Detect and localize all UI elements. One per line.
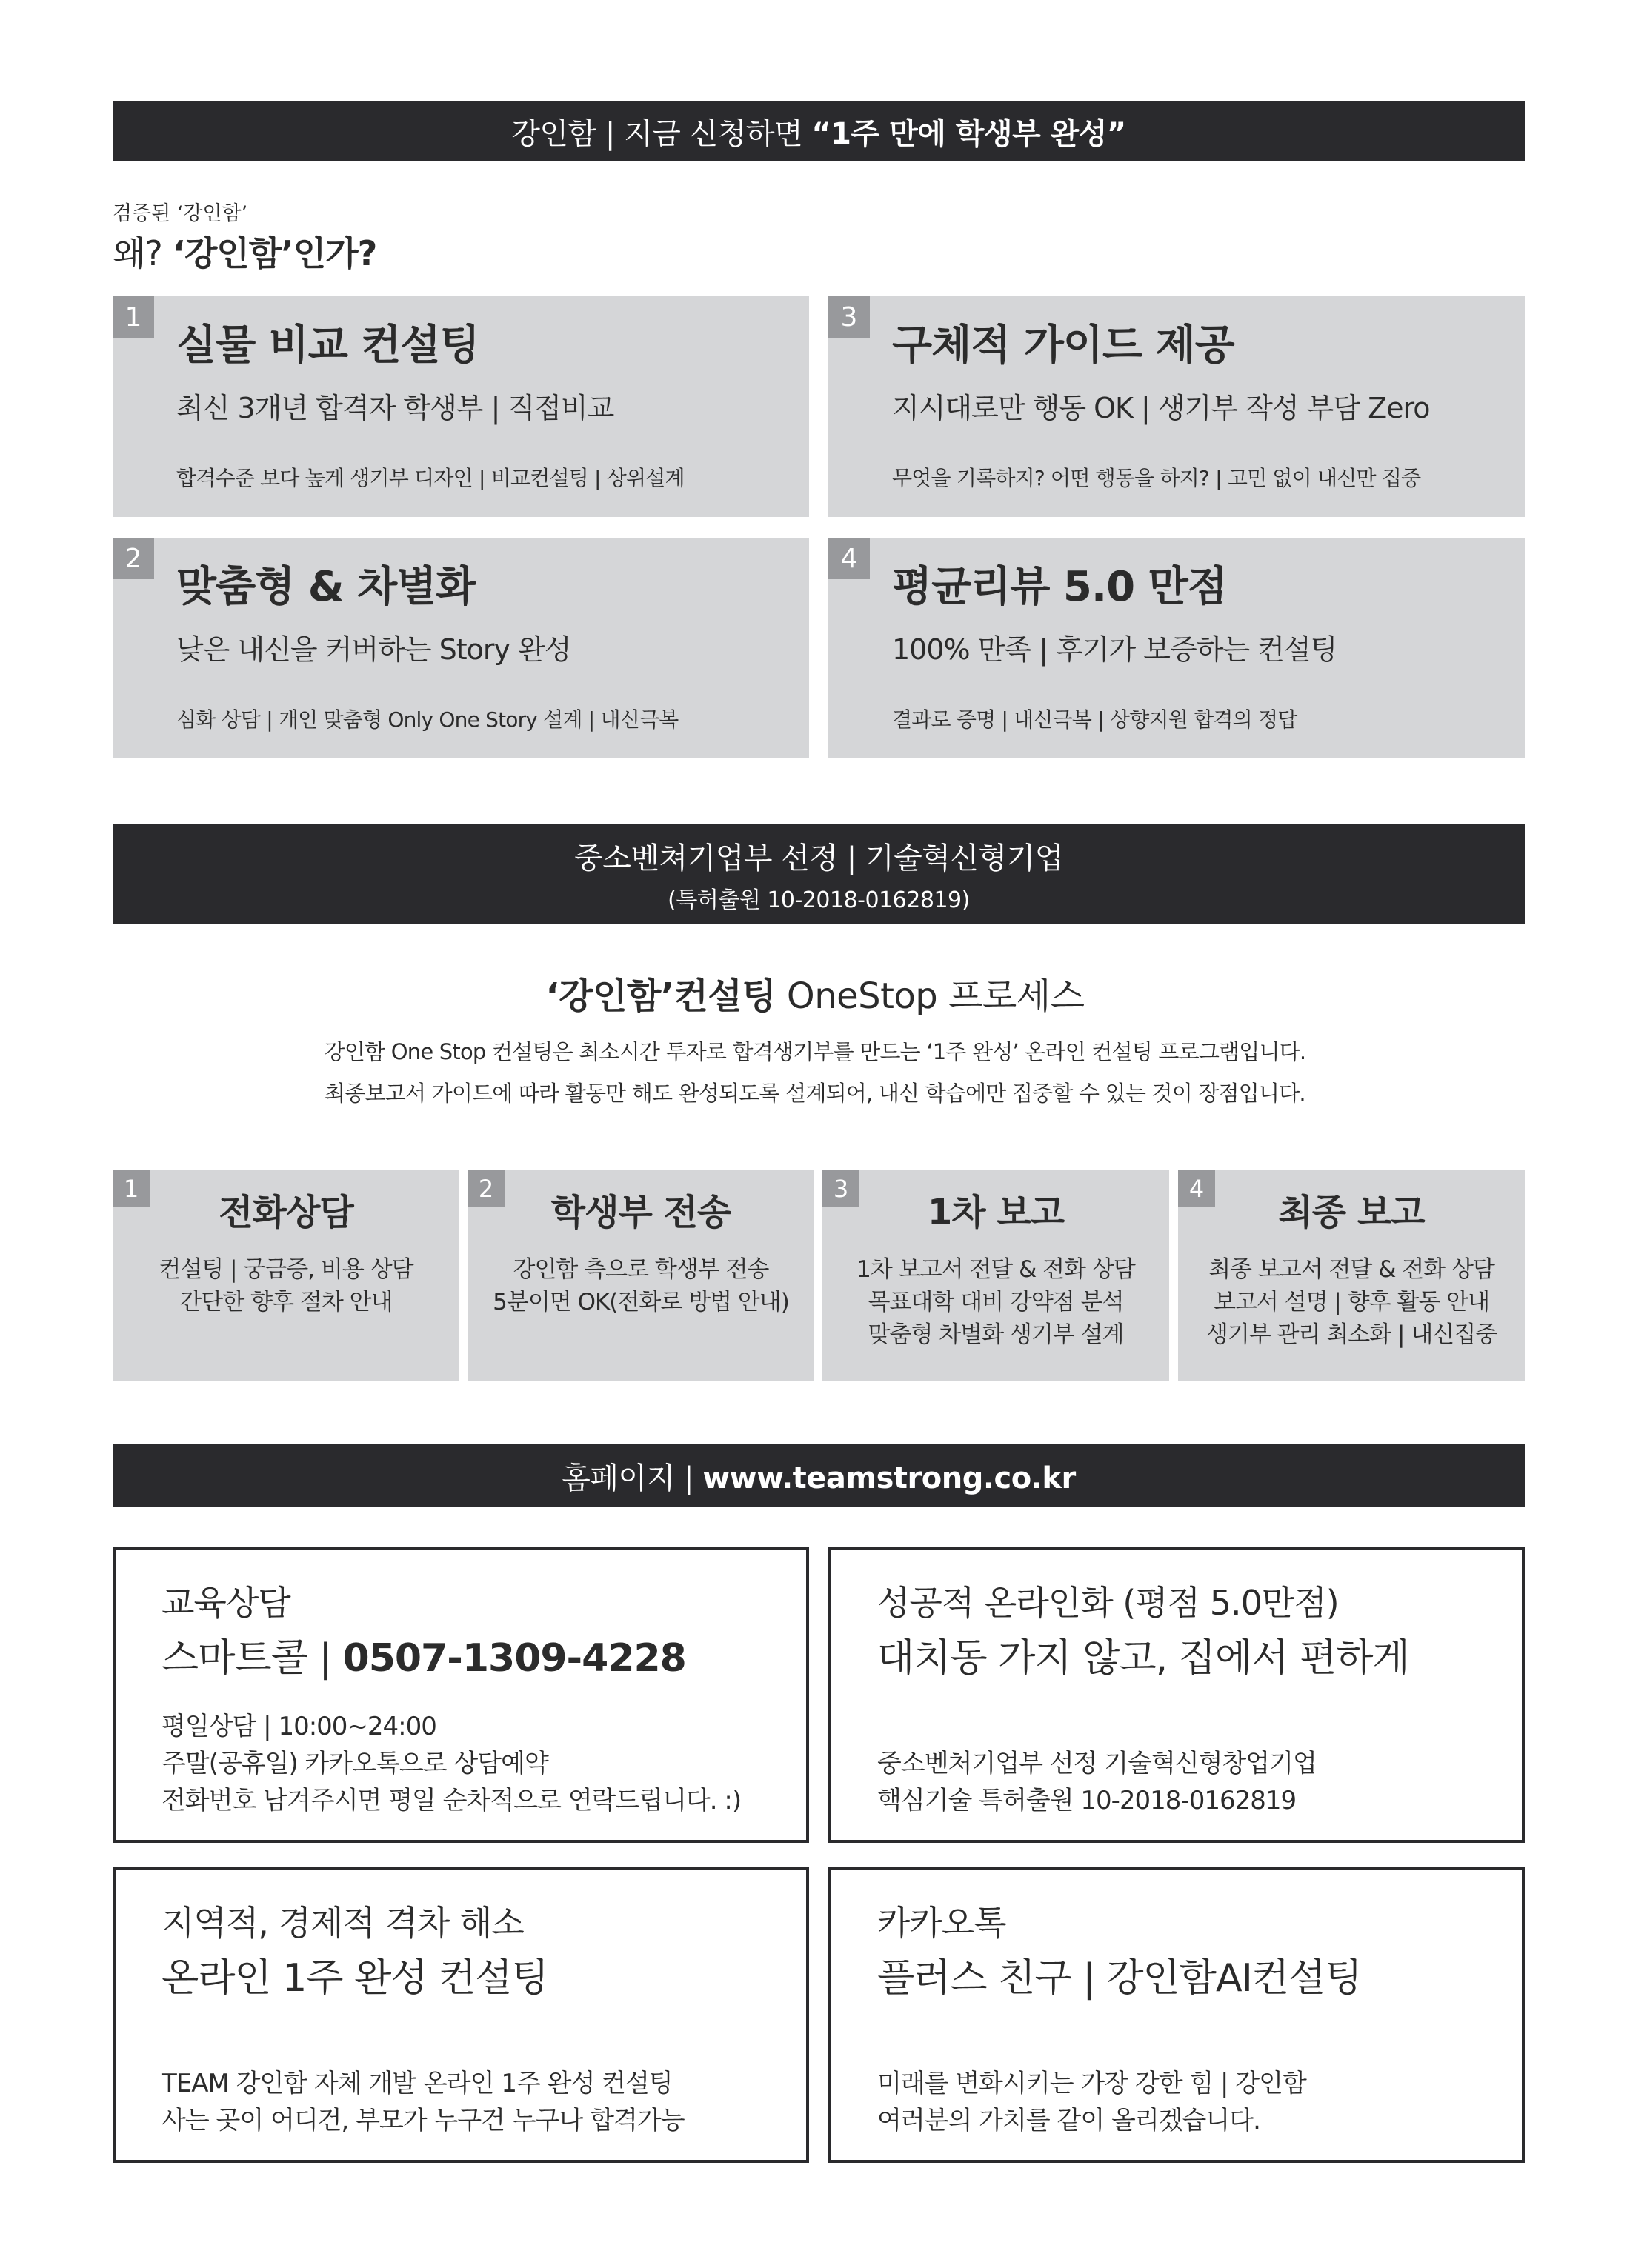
feature-number: 3 xyxy=(828,296,870,338)
feature-title: 평균리뷰 5.0 만점 xyxy=(892,563,1227,611)
kakao-headline[interactable]: 플러스 친구 | 강인함AI컨설팅 xyxy=(877,1956,1362,2001)
feature-title: 구체적 가이드 제공 xyxy=(892,321,1234,370)
feature-subtitle: 최신 3개년 합격자 학생부 | 직접비교 xyxy=(176,392,614,424)
feature-note: 무엇을 기록하지? 어떤 행동을 하지? | 고민 없이 내신만 집중 xyxy=(892,466,1421,490)
consult-phone-prefix: 스마트콜 | xyxy=(162,1636,343,1681)
consult-line: 주말(공휴일) 카카오톡으로 상담예약 xyxy=(162,1749,548,1778)
why-title-bold: ‘강인함’ xyxy=(172,233,293,273)
online-line: 중소벤처기업부 선정 기술혁신형창업기업 xyxy=(877,1749,1317,1778)
kakao-details xyxy=(877,2065,1306,2139)
feature-note: 결과로 증명 | 내신극복 | 상향지원 합격의 정답 xyxy=(892,707,1297,732)
step-line: 컨설팅 | 궁금증, 비용 상담 xyxy=(159,1256,413,1283)
process-title-bold: ‘강인함’컨설팅 xyxy=(545,975,776,1017)
online-details xyxy=(877,1745,1317,1819)
feature-note: 심화 상담 | 개인 맞춤형 Only One Story 설계 | 내신극복 xyxy=(176,707,679,732)
process-description-1: 강인함 One Stop 컨설팅은 최소시간 투자로 합격생기부를 만드는 ‘1주 완성’ 온라인 컨설팅 프로그램입니다. xyxy=(324,1039,1306,1064)
feature-card-2 xyxy=(113,538,809,758)
kakao-title: 카카오톡 xyxy=(877,1903,1006,1943)
certification-line-2: (특허출원 10-2018-0162819) xyxy=(668,887,970,913)
step-lines xyxy=(113,1253,459,1318)
online-box xyxy=(828,1547,1525,1843)
homepage-prefix: 홈페이지 | xyxy=(562,1461,703,1495)
top-banner-prefix: 강인함 | 지금 신청하면 xyxy=(511,116,812,151)
step-title: 최종 보고 xyxy=(1278,1192,1425,1233)
why-small-label xyxy=(113,197,373,226)
why-title-prefix: 왜? xyxy=(113,233,173,273)
regional-line: TEAM 강인함 자체 개발 온라인 1주 완성 컨설팅 xyxy=(162,2069,673,2098)
step-number: 2 xyxy=(468,1170,505,1207)
feature-card-4 xyxy=(828,538,1525,758)
step-line: 최종 보고서 전달 & 전화 상담 xyxy=(1208,1256,1494,1283)
feature-card-1 xyxy=(113,296,809,517)
online-line: 핵심기술 특허출원 10-2018-0162819 xyxy=(877,1786,1297,1815)
regional-box xyxy=(113,1867,809,2163)
why-title-suffix: 인가? xyxy=(293,233,377,273)
feature-subtitle: 낮은 내신을 커버하는 Story 완성 xyxy=(176,633,571,666)
feature-subtitle: 100% 만족 | 후기가 보증하는 컨설팅 xyxy=(892,633,1337,666)
process-step-2 xyxy=(468,1170,814,1381)
regional-line: 사는 곳이 어디건, 부모가 누구건 누구나 합격가능 xyxy=(162,2106,685,2135)
step-line: 간단한 향후 절차 안내 xyxy=(179,1289,393,1315)
step-lines xyxy=(1178,1253,1525,1351)
why-small-text: 검증된 ‘강인함’ xyxy=(113,202,248,225)
regional-title: 지역적, 경제적 격차 해소 xyxy=(162,1903,524,1943)
process-step-3 xyxy=(822,1170,1169,1381)
step-lines xyxy=(468,1253,814,1318)
process-step-1 xyxy=(113,1170,459,1381)
step-lines xyxy=(822,1253,1169,1351)
consult-line: 평일상담 | 10:00~24:00 xyxy=(162,1712,436,1741)
step-line: 맞춤형 차별화 생기부 설계 xyxy=(868,1321,1124,1348)
certification-line-1: 중소벤쳐기업부 선정 | 기술혁신형기업 xyxy=(574,841,1063,875)
step-line: 목표대학 대비 강약점 분석 xyxy=(868,1289,1124,1315)
regional-headline: 온라인 1주 완성 컨설팅 xyxy=(162,1956,548,2001)
process-title xyxy=(0,967,1630,1018)
online-headline: 대치동 가지 않고, 집에서 편하게 xyxy=(877,1636,1409,1681)
top-banner xyxy=(113,101,1525,161)
step-line: 보고서 설명 | 향후 활동 안내 xyxy=(1213,1289,1490,1315)
kakao-box xyxy=(828,1867,1525,2163)
step-number: 1 xyxy=(113,1170,150,1207)
consult-box xyxy=(113,1547,809,1843)
process-description-2: 최종보고서 가이드에 따라 활동만 해도 완성되도록 설계되어, 내신 학습에만 집중할 수 있는 것이 장점입니다. xyxy=(325,1081,1305,1106)
why-title xyxy=(113,227,376,276)
process-title-rest: OneStop 프로세스 xyxy=(776,975,1085,1017)
homepage-text xyxy=(562,1455,1076,1497)
consult-phone xyxy=(162,1627,686,1682)
consult-title: 교육상담 xyxy=(162,1583,290,1623)
feature-title: 실물 비교 컨설팅 xyxy=(176,321,479,370)
step-title: 1차 보고 xyxy=(927,1192,1065,1233)
consult-phone-number[interactable]: 0507-1309-4228 xyxy=(342,1636,686,1681)
top-banner-text xyxy=(511,110,1125,153)
step-number: 3 xyxy=(822,1170,859,1207)
feature-number: 1 xyxy=(113,296,154,338)
step-line: 5분이면 OK(전화로 방법 안내) xyxy=(493,1289,789,1315)
feature-number: 4 xyxy=(828,538,870,579)
top-banner-highlight: “1주 만에 학생부 완성” xyxy=(811,116,1126,151)
feature-subtitle: 지시대로만 행동 OK | 생기부 작성 부담 Zero xyxy=(892,392,1430,424)
step-line: 강인함 측으로 학생부 전송 xyxy=(513,1256,769,1283)
step-line: 1차 보고서 전달 & 전화 상담 xyxy=(856,1256,1135,1283)
step-title: 전화상담 xyxy=(219,1192,353,1233)
kakao-line: 여러분의 가치를 같이 올리겠습니다. xyxy=(877,2106,1260,2135)
regional-details xyxy=(162,2065,685,2139)
process-step-4 xyxy=(1178,1170,1525,1381)
feature-number: 2 xyxy=(113,538,154,579)
kakao-line: 미래를 변화시키는 가장 강한 힘 | 강인함 xyxy=(877,2069,1306,2098)
feature-title: 맞춤형 & 차별화 xyxy=(176,563,476,611)
certification-banner xyxy=(113,824,1525,924)
step-line: 생기부 관리 최소화 | 내신집중 xyxy=(1205,1321,1497,1348)
feature-card-3 xyxy=(828,296,1525,517)
step-title: 학생부 전송 xyxy=(550,1192,731,1233)
step-number: 4 xyxy=(1178,1170,1215,1207)
online-title: 성공적 온라인화 (평점 5.0만점) xyxy=(877,1583,1339,1623)
consult-line: 전화번호 남겨주시면 평일 순차적으로 연락드립니다. :) xyxy=(162,1786,742,1815)
homepage-link[interactable]: www.teamstrong.co.kr xyxy=(702,1461,1076,1495)
consult-details xyxy=(162,1708,741,1819)
feature-note: 합격수준 보다 높게 생기부 디자인 | 비교컨설팅 | 상위설계 xyxy=(176,466,685,490)
homepage-banner xyxy=(113,1444,1525,1507)
